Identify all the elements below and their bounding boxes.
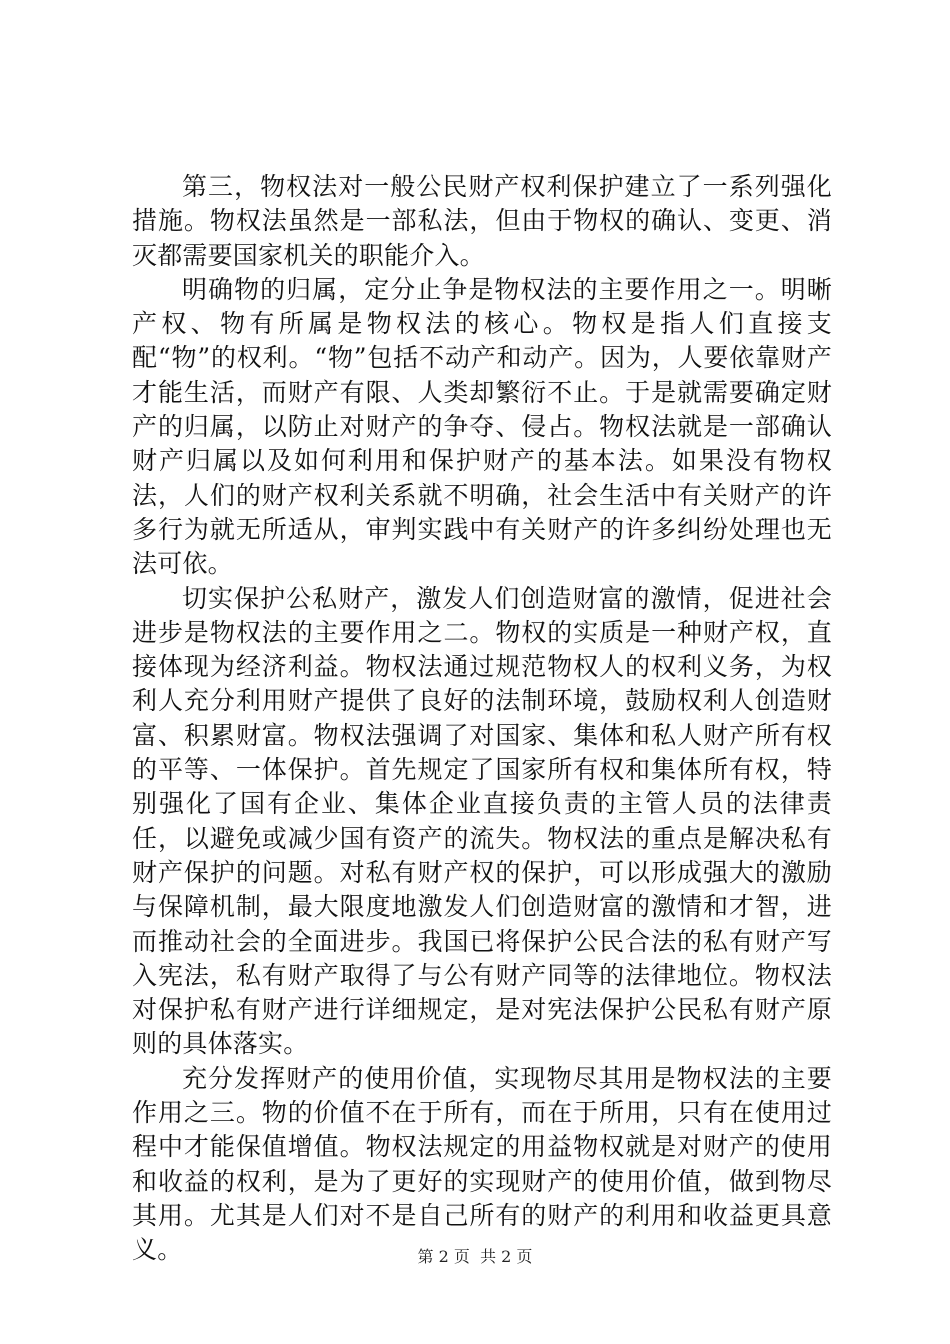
paragraph-4: 充分发挥财产的使用价值，实现物尽其用是物权法的主要作用之三。物的价值不在于所有，而在于所用，只有在使用过程中才能保值增值。物权法规定的用益物权就是对财产的使用和收益的权利，是为了更好的实现财产的使用价值，做到物尽其用。尤其是人们对不是自己所有的财产的利用和收益更具意义。 xyxy=(132,1063,832,1265)
paragraph-2: 明确物的归属，定分止争是物权法的主要作用之一。明晰产权、物有所属是物权法的核心。物权是指人们直接支配“物”的权利。“物”包括不动产和动产。因为，人要依靠财产才能生活，而财产有限、人类却繁衍不止。于是就需要确定财产的归属，以防止对财产的争夺、侵占。物权法就是一部确认财产归属以及如何利用和保护财产的基本法。如果没有物权法，人们的财产权利关系就不明确，社会生活中有关财产的许多行为就无所适从，审判实践中有关财产的许多纠纷处理也无法可依。 xyxy=(132,274,832,579)
document-body xyxy=(132,170,832,1268)
paragraph-3: 切实保护公私财产，激发人们创造财富的激情，促进社会进步是物权法的主要作用之二。物权的实质是一种财产权，直接体现为经济利益。物权法通过规范物权人的权利义务，为权利人充分利用财产提供了良好的法制环境，鼓励权利人创造财富、积累财富。物权法强调了对国家、集体和私人财产所有权的平等、一体保护。首先规定了国家所有权和集体所有权，特别强化了国有企业、集体企业直接负责的主管人员的法律责任，以避免或减少国有资产的流失。物权法的重点是解决私有财产保护的问题。对私有财产权的保护，可以形成强大的激励与保障机制，最大限度地激发人们创造财富的激情和才智，进而推动社会的全面进步。我国已将保护公民合法的私有财产写入宪法，私有财产取得了与公有财产同等的法律地位。物权法对保护私有财产进行详细规定，是对宪法保护公民私有财产原则的具体落实。 xyxy=(132,583,832,1059)
paragraph-1: 第三，物权法对一般公民财产权利保护建立了一系列强化措施。物权法虽然是一部私法，但由于物权的确认、变更、消灭都需要国家机关的职能介入。 xyxy=(132,172,832,270)
page-number-label: 第 2 页 共 2 页 xyxy=(417,1247,533,1266)
page-footer xyxy=(0,1244,950,1267)
